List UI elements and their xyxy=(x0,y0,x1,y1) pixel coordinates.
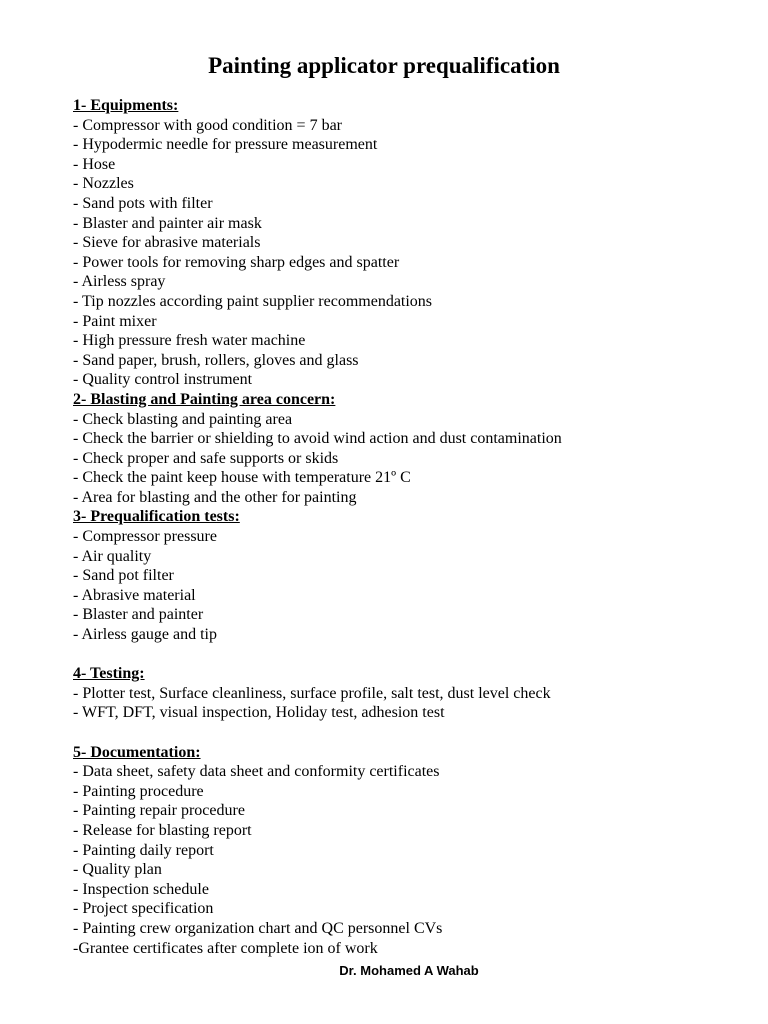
list-item: - Abrasive material xyxy=(73,586,196,604)
document-body xyxy=(73,96,753,958)
list-item: - Airless gauge and tip xyxy=(73,626,217,644)
list-item: - Plotter test, Surface cleanliness, surface profile, salt test, dust level check xyxy=(73,684,551,702)
list-item: - Inspection schedule xyxy=(73,880,209,898)
list-item: - Hose xyxy=(73,155,116,173)
list-item: - Painting procedure xyxy=(73,782,204,800)
list-item: - Project specification xyxy=(73,900,214,918)
list-item: - Check blasting and painting area xyxy=(73,410,293,428)
section-heading-area-concern: 2- Blasting and Painting area concern: xyxy=(73,390,336,408)
section-heading-equipments: 1- Equipments: xyxy=(73,97,179,114)
list-item: - Hypodermic needle for pressure measurement xyxy=(73,136,378,154)
blank-line xyxy=(73,645,753,665)
blank-line xyxy=(73,723,753,743)
list-item: - Tip nozzles according paint supplier recommendations xyxy=(73,292,433,310)
list-item: - Check the paint keep house with temperature 21º C xyxy=(73,469,411,487)
section-heading-documentation: 5- Documentation: xyxy=(73,743,201,761)
list-item: - Quality control instrument xyxy=(73,371,253,389)
list-item: - Sand pot filter xyxy=(73,567,174,585)
list-item: - Sand paper, brush, rollers, gloves and glass xyxy=(73,351,359,369)
list-item: - High pressure fresh water machine xyxy=(73,332,306,350)
list-item: - Painting repair procedure xyxy=(73,802,245,820)
section-heading-testing: 4- Testing: xyxy=(73,665,145,683)
list-item: - Check the barrier or shielding to avoid wind action and dust contamination xyxy=(73,430,562,448)
list-item: - Quality plan xyxy=(73,861,162,879)
document-title: Painting applicator prequalification xyxy=(208,53,560,78)
list-item: - Compressor with good condition = 7 bar xyxy=(73,116,342,134)
author-signature: Dr. Mohamed A Wahab xyxy=(339,963,479,978)
list-item: - Blaster and painter xyxy=(73,606,204,624)
list-item: - Check proper and safe supports or skids xyxy=(73,449,339,467)
list-item: - Data sheet, safety data sheet and conformity certificates xyxy=(73,763,440,781)
list-item: - Blaster and painter air mask xyxy=(73,214,262,232)
list-item: - Area for blasting and the other for painting xyxy=(73,488,357,506)
list-item: - Sand pots with filter xyxy=(73,194,213,212)
list-item: - Compressor pressure xyxy=(73,528,217,546)
list-item: - Paint mixer xyxy=(73,312,157,330)
list-item: - Power tools for removing sharp edges and spatter xyxy=(73,253,400,271)
list-item: - Painting crew organization chart and QC personnel CVs xyxy=(73,919,443,937)
list-item: - Airless spray xyxy=(73,273,166,291)
list-item: -Grantee certificates after complete ion of work xyxy=(73,939,378,957)
list-item: - Sieve for abrasive materials xyxy=(73,234,261,252)
list-item: - Nozzles xyxy=(73,175,134,193)
list-item: - WFT, DFT, visual inspection, Holiday test, adhesion test xyxy=(73,704,445,722)
list-item: - Painting daily report xyxy=(73,841,214,859)
section-heading-prequalification-tests: 3- Prequalification tests: xyxy=(73,508,240,526)
list-item: - Release for blasting report xyxy=(73,821,252,839)
list-item: - Air quality xyxy=(73,547,152,565)
